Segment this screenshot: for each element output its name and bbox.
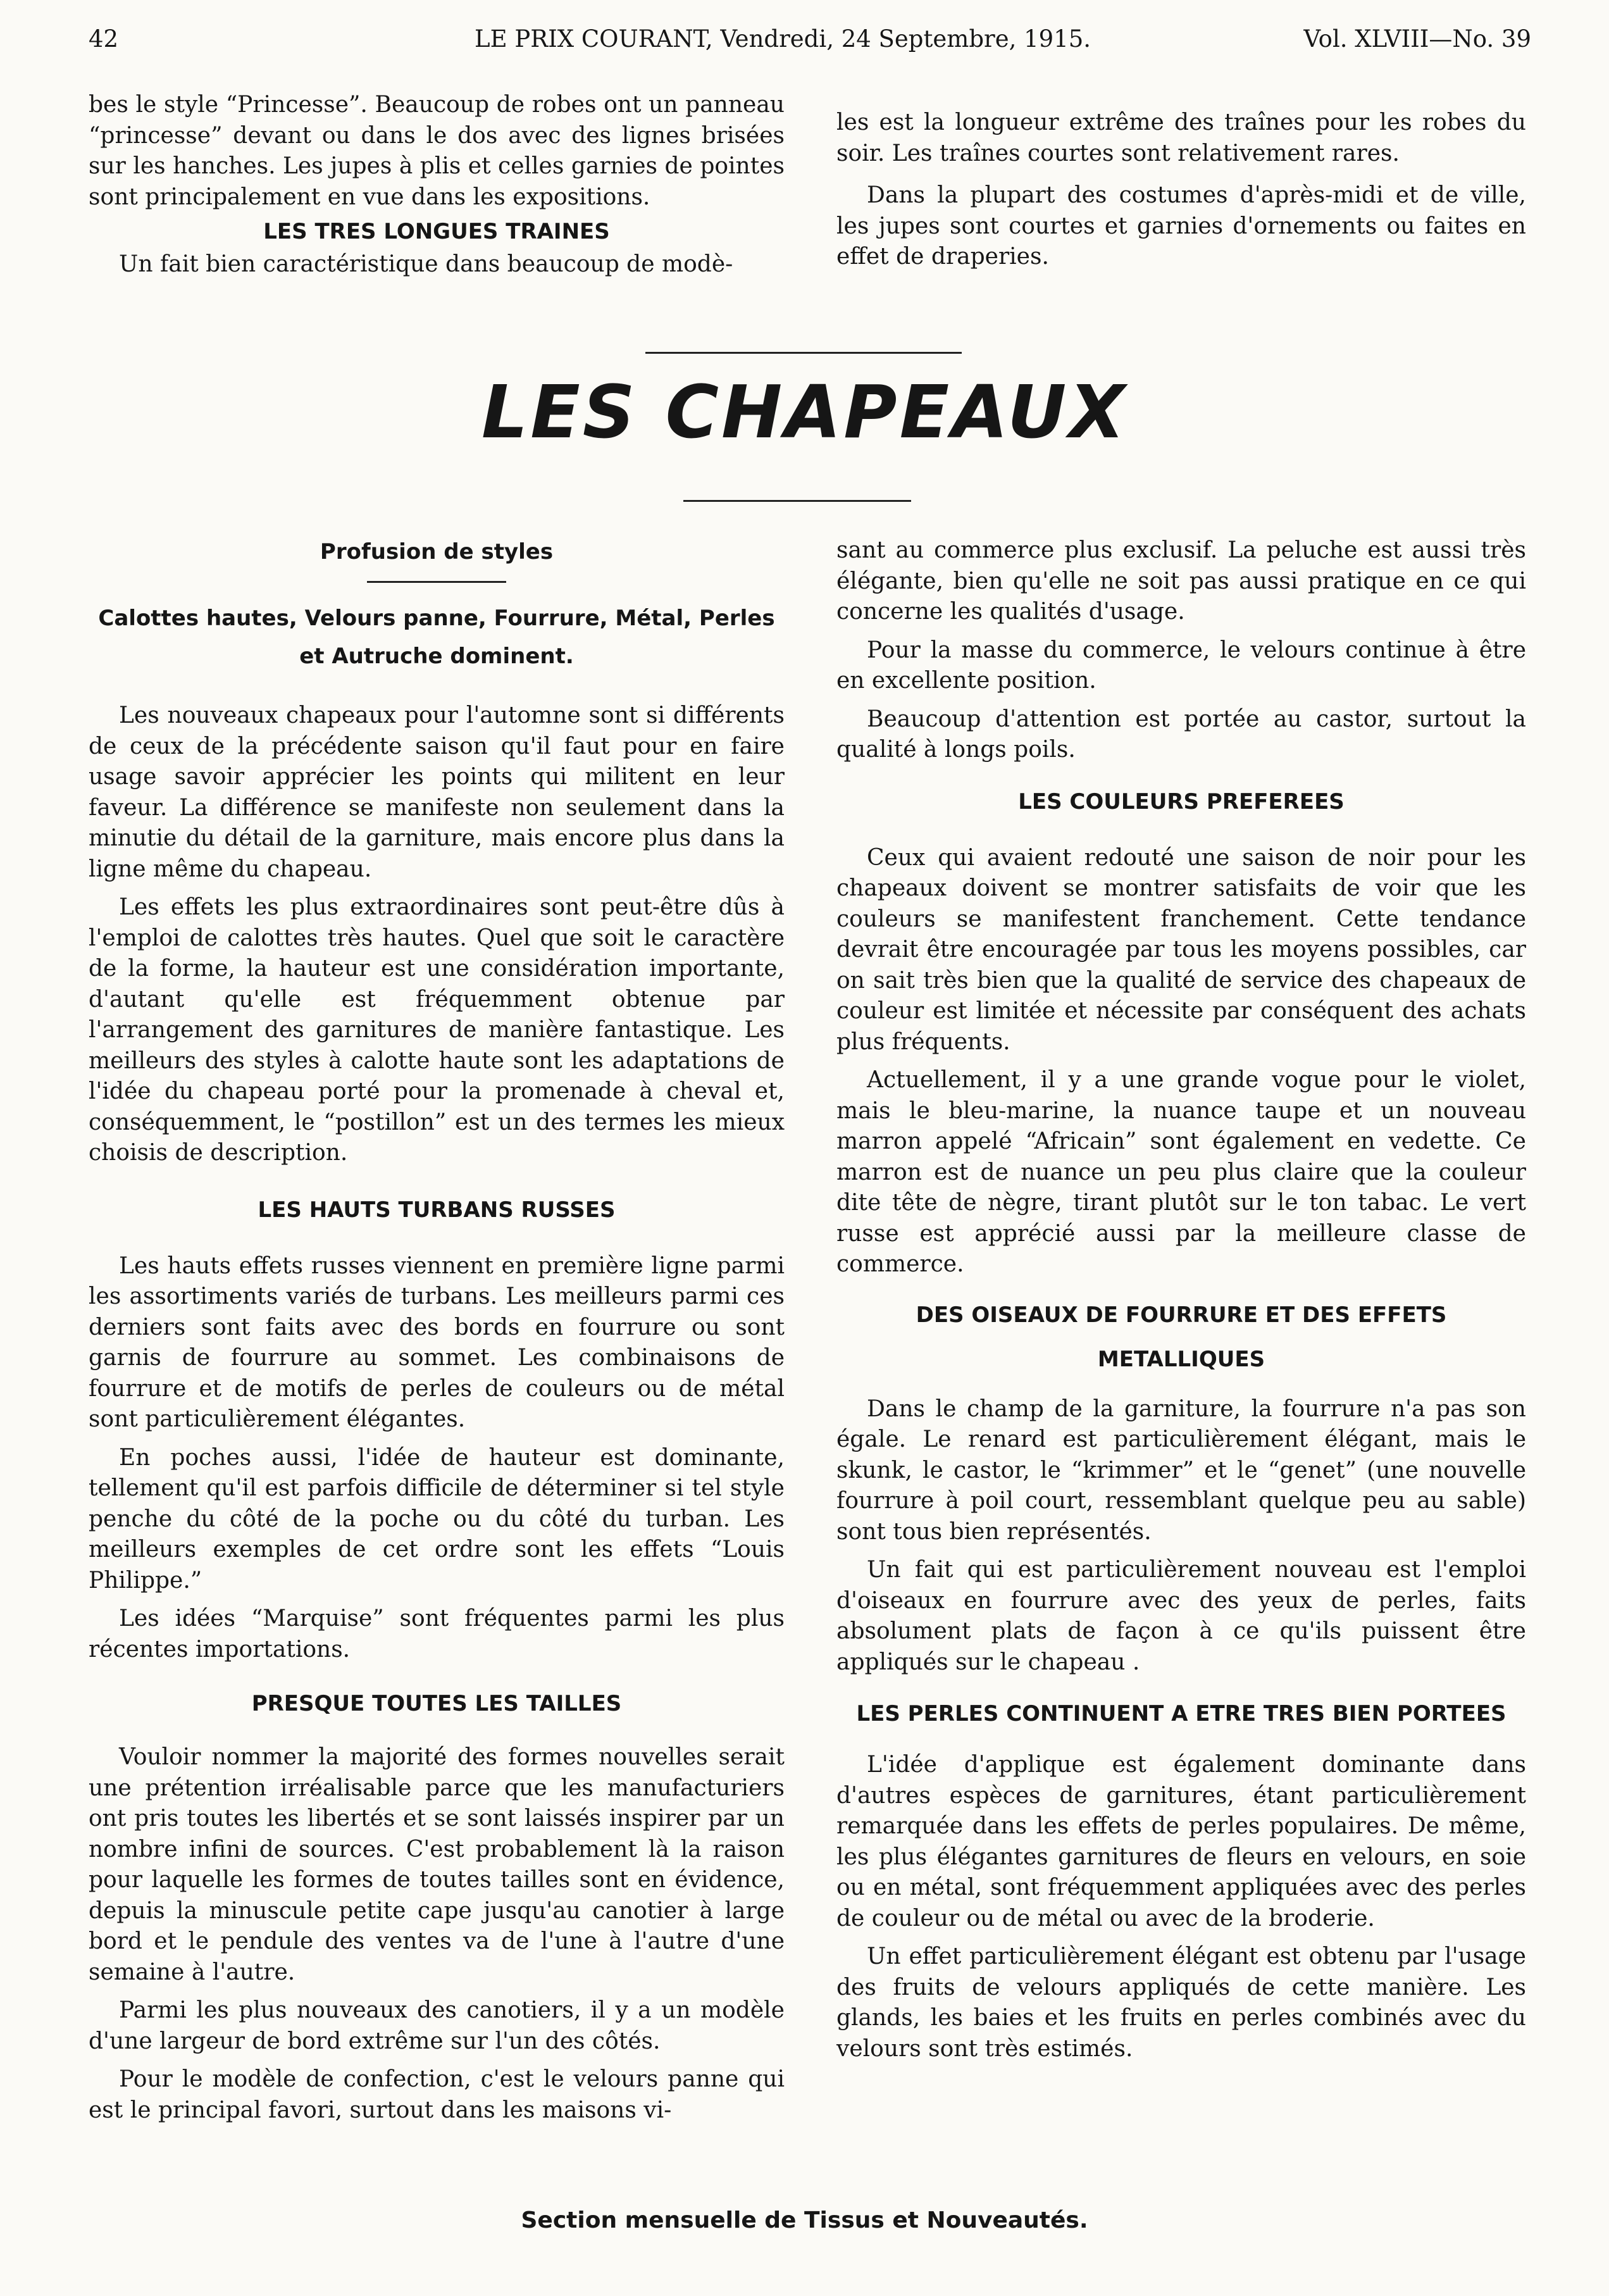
- paragraph: Parmi les plus nouveaux des canotiers, il y a un modèle d'une largeur de bord extrême sur l'un des côtés.: [89, 1997, 785, 2054]
- paragraph: Pour la masse du commerce, le velours continue à être en excellente position.: [836, 637, 1526, 694]
- paragraph: En poches aussi, l'idée de hauteur est dominante, tellement qu'il est parfois difficile de déterminer si tel style penche du côté de la poche ou du côté du turban. Les meilleurs exemples de cet ordre sont les effets “Louis Philippe.”: [89, 1444, 785, 1594]
- main-title: LES CHAPEAUX: [481, 370, 1128, 455]
- left-column: [89, 532, 785, 2126]
- section-heading: LES TRES LONGUES TRAINES: [263, 219, 610, 244]
- section-heading: PRESQUE TOUTES LES TAILLES: [251, 1691, 622, 1716]
- paragraph: Vouloir nommer la majorité des formes nouvelles serait une prétention irréalisable parce que les manufacturiers ont pris toutes les libertés et se sont laissés inspirer par un nombre infini de sources. C'est probablement là la raison pour laquelle les formes de toutes tailles sont en évidence, depuis la minuscule petite cape jusqu'au canotier à large bord et le pendule des ventes va de l'une à l'autre d'une semaine à l'autre.: [89, 1744, 785, 1985]
- paragraph: Ceux qui avaient redouté une saison de noir pour les chapeaux doivent se montrer satisfaits de voir que les couleurs se manifestent franchement. Cette tendance devrait être encouragée par tous les moyens possibles, car on sait très bien que la qualité de service des chapeaux de couleur est limitée et nécessite par conséquent des achats plus fréquents.: [836, 844, 1526, 1055]
- paragraph: Actuellement, il y a une grande vogue pour le violet, mais le bleu-marine, la nuance taupe et un nouveau marron appelé “Africain” sont également en vedette. Ce marron est de nuance un peu plus claire que la couleur dite tête de nègre, tirant plutôt sur le ton tabac. Le vert russe est apprécié aussi par la meilleure classe de commerce.: [836, 1067, 1526, 1277]
- paragraph: bes le style “Princesse”. Beaucoup de robes ont un panneau “princesse” devant ou dans le dos avec des lignes brisées sur les hanches. Les jupes à plis et celles garnies de pointes sont principalement en vue dans les expositions.: [89, 92, 785, 210]
- section-heading: Profusion de styles: [320, 539, 554, 565]
- paragraph: les est la longueur extrême des traînes pour les robes du soir. Les traînes courtes sont relativement rares.: [836, 109, 1526, 166]
- paragraph: Pour le modèle de confection, c'est le velours panne qui est le principal favori, surtout dans les maisons vi-: [89, 2066, 785, 2123]
- subheading: Calottes hautes, Velours panne, Fourrure, Métal, Perles et Autruche dominent.: [98, 606, 775, 669]
- section-heading: LES PERLES CONTINUENT A ETRE TRES BIEN PORTEES: [856, 1701, 1506, 1726]
- divider: [645, 352, 962, 354]
- paragraph: Beaucoup d'attention est portée au castor, surtout la qualité à longs poils.: [836, 706, 1526, 763]
- section-heading: DES OISEAUX DE FOURRURE ET DES EFFETS METALLIQUES: [916, 1302, 1447, 1372]
- paragraph: Les idées “Marquise” sont fréquentes parmi les plus récentes importations.: [89, 1606, 785, 1663]
- page-header: [89, 25, 1531, 63]
- right-column: [836, 535, 1526, 2064]
- volume-number: Vol. XLVIII—No. 39: [1303, 25, 1531, 53]
- paragraph: Un fait bien caractéristique dans beaucoup de modè-: [119, 251, 733, 277]
- page-number: 42: [89, 25, 119, 53]
- section-heading: LES HAUTS TURBANS RUSSES: [258, 1197, 616, 1223]
- paragraph: Les effets les plus extraordinaires sont peut-être dûs à l'emploi de calottes très hautes. Quel que soit le caractère de la forme, la hauteur est une considération importante, d'autant qu'elle est fréquemment obtenue par l'arrangement des garnitures de manière fantastique. Les meilleurs des styles à calotte haute sont les adaptations de l'idée du chapeau porté pour la promenade à cheval et, conséquemment, le “postillon” est un des termes les mieux choisis de description.: [89, 894, 785, 1166]
- paragraph: Un fait qui est particulièrement nouveau est l'emploi d'oiseaux en fourrure avec des yeux de perles, faits absolument plats de façon à ce qu'ils puissent être appliqués sur le chapeau .: [836, 1557, 1526, 1675]
- paragraph: Dans le champ de la garniture, la fourrure n'a pas son égale. Le renard est particulièrement élégant, mais le skunk, le castor, le “krimmer” et le “genet” (une nouvelle fourrure à poil court, ressemblant quelque peu au sable) sont tous bien représentés.: [836, 1395, 1526, 1545]
- divider: [367, 581, 506, 583]
- paragraph: sant au commerce plus exclusif. La peluche est aussi très élégante, bien qu'elle ne soit pas aussi pratique en ce qui concerne les qualités d'usage.: [836, 537, 1526, 625]
- paragraph: Un effet particulièrement élégant est obtenu par l'usage des fruits de velours appliqués de cette manière. Les glands, les baies et les fruits en perles combinés avec du velours sont très estimés.: [836, 1943, 1526, 2062]
- paragraph: L'idée d'applique est également dominante dans d'autres espèces de garnitures, étant particulièrement remarquée dans les effets de perles populaires. De même, les plus élégantes garnitures de fleurs en velours, en soie ou en métal, sont fréquemment appliquées avec des perles de couleur ou de métal ou avec de la broderie.: [836, 1752, 1526, 1931]
- top-right-column: [836, 108, 1526, 273]
- paragraph: Les nouveaux chapeaux pour l'automne sont si différents de ceux de la précédente saison qu'il faut pour en faire usage savoir apprécier les points qui militent en leur faveur. La différence se manifeste non seulement dans la minutie du détail de la garniture, mais encore plus dans la ligne même du chapeau.: [89, 702, 785, 882]
- publication-title: LE PRIX COURANT, Vendredi, 24 Septembre, 1915.: [475, 25, 1091, 53]
- divider: [683, 500, 911, 502]
- paragraph: Les hauts effets russes viennent en première ligne parmi les assortiments variés de turbans. Les meilleurs parmi ces derniers sont faits avec des bords en fourrure ou sont garnis de fourrure au sommet. Les combinaisons de fourrure et de motifs de perles de couleurs ou de métal sont particulièrement élégantes.: [89, 1252, 785, 1432]
- paragraph: Dans la plupart des costumes d'après-midi et de ville, les jupes sont courtes et garnies d'ornements ou faites en effet de draperies.: [836, 182, 1526, 270]
- page-footer: Section mensuelle de Tissus et Nouveautés.: [521, 2207, 1088, 2233]
- top-left-column: [89, 90, 785, 280]
- section-heading: LES COULEURS PREFEREES: [1018, 789, 1345, 814]
